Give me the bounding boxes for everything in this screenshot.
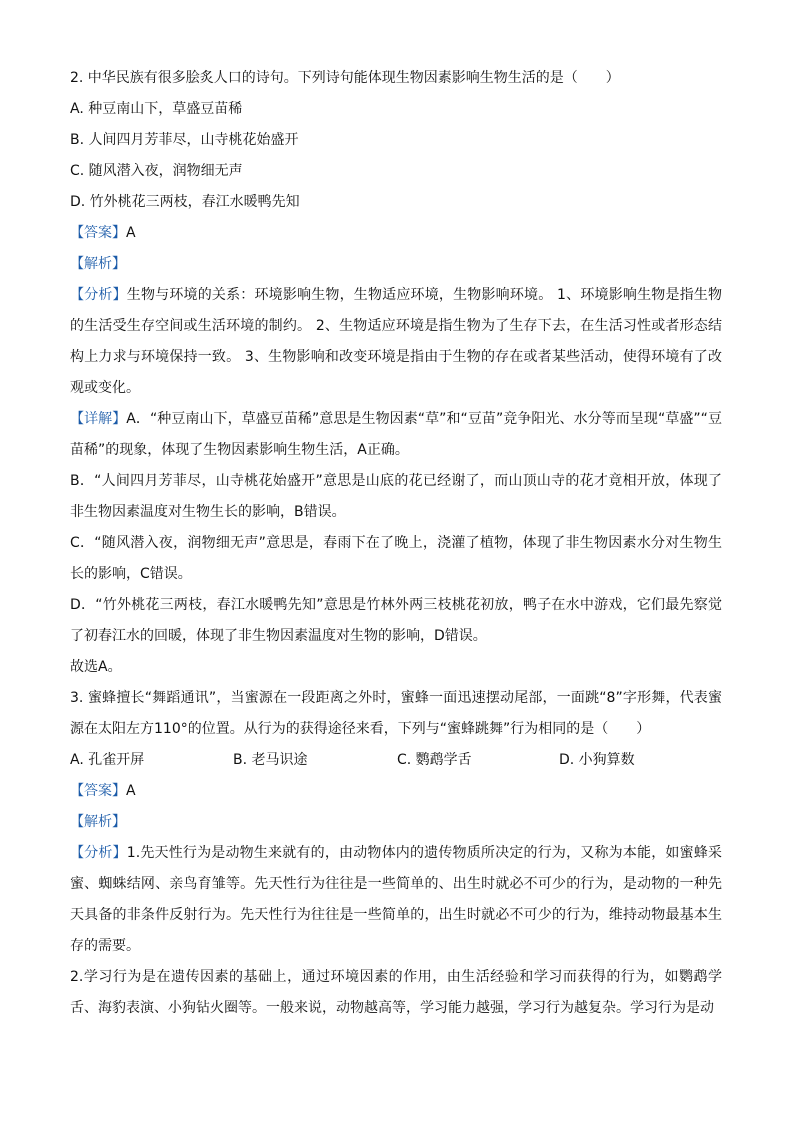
- q3-point-2: 2.学习行为是在遗传因素的基础上，通过环境因素的作用，由生活经验和学习而获得的行为，如鹦鹉学舌、海豹表演、小狗钻火圈等。一般来说，动物越高等，学习能力越强，学习行为越复杂。学习行为是动: [70, 969, 722, 1016]
- q3-analysis-heading: [70, 807, 722, 838]
- q2-conclusion: 故选A。: [70, 659, 122, 675]
- q3-answer-value: A: [126, 783, 136, 799]
- q2-fenxi: [70, 280, 722, 404]
- q2-xiangjie-label: 【详解】: [70, 411, 127, 427]
- q2-xiangjie-a-text: A．“种豆南山下，草盛豆苗稀”意思是生物因素“草”和“豆苗”竞争阳光、水分等而呈现“草盛”“豆苗稀”的现象，体现了生物因素影响生物生活，A正确。: [70, 411, 723, 458]
- q2-xiangjie-a: [70, 404, 722, 466]
- q3-analysis-label: 【解析】: [70, 814, 126, 830]
- q3-option-b: B. 老马识途: [233, 752, 308, 768]
- q3-answer-label: 【答案】: [70, 783, 126, 799]
- q3-options-row: [70, 745, 722, 776]
- q3-fenxi-label: 【分析】: [70, 845, 127, 861]
- q2-option-c: C. 随风潜入夜，润物细无声: [70, 163, 243, 179]
- q2-option-d: D. 竹外桃花三两枝，春江水暖鸭先知: [70, 194, 300, 210]
- q2-option-b: B. 人间四月芳菲尽，山寺桃花始盛开: [70, 132, 299, 148]
- q2-fenxi-label: 【分析】: [70, 287, 127, 303]
- q3-stem: 3. 蜜蜂擅长“舞蹈通讯”，当蜜源在一段距离之外时，蜜蜂一面迅速摆动尾部，一面跳“8”字形舞，代表蜜源在太阳左方110°的位置。从行为的获得途径来看，下列与“蜜蜂跳舞”行为相同的是（ ）: [70, 690, 722, 737]
- q2-option-a: A. 种豆南山下，草盛豆苗稀: [70, 101, 243, 117]
- q3-option-d: D. 小狗算数: [559, 752, 635, 768]
- q3-answer: [70, 776, 722, 807]
- q3-option-a: A. 孔雀开屏: [70, 752, 145, 768]
- q2-xiangjie-b: B．“人间四月芳菲尽，山寺桃花始盛开”意思是山底的花已经谢了，而山顶山寺的花才竟相开放，体现了非生物因素温度对生物生长的影响，B错误。: [70, 473, 722, 520]
- q2-analysis-label: 【解析】: [70, 256, 126, 272]
- q3-option-c: C. 鹦鹉学舌: [397, 752, 472, 768]
- q3-fenxi-text: 1.先天性行为是动物生来就有的，由动物体内的遗传物质所决定的行为，又称为本能，如蜜蜂采蜜、蜘蛛结网、亲鸟育雏等。先天性行为往往是一些简单的、出生时就必不可少的行为，是动物的一种先天具备的非条件反射行为。先天性行为往往是一些简单的，出生时就必不可少的行为，维持动物最基本生存的需要。: [70, 845, 723, 954]
- q3-fenxi: [70, 838, 722, 962]
- q2-stem: 2. 中华民族有很多脍炙人口的诗句。下列诗句能体现生物因素影响生物生活的是（ ）: [70, 70, 620, 86]
- q2-xiangjie-d: D．“竹外桃花三两枝，春江水暖鸭先知”意思是竹林外两三枝桃花初放，鸭子在水中游戏，它们最先察觉了初春江水的回暖，体现了非生物因素温度对生物的影响，D错误。: [70, 597, 722, 644]
- q2-xiangjie-c: C．“随风潜入夜，润物细无声”意思是，春雨下在了晚上，浇灌了植物，体现了非生物因素水分对生物生长的影响，C错误。: [70, 535, 722, 582]
- document-page: [70, 63, 722, 1024]
- q2-analysis-heading: [70, 249, 722, 280]
- q2-answer-value: A: [126, 225, 136, 241]
- q2-answer-label: 【答案】: [70, 225, 126, 241]
- q2-answer: [70, 218, 722, 249]
- q2-fenxi-text: 生物与环境的关系：环境影响生物，生物适应环境，生物影响环境。 1、环境影响生物是指生物的生活受生存空间或生活环境的制约。 2、生物适应环境是指生物为了生存下去，在生活习性或者形态结构上力求与环境保持一致。 3、生物影响和改变环境是指由于生物的存在或者某些活动，使得环境有了改观或变化。: [70, 287, 723, 396]
